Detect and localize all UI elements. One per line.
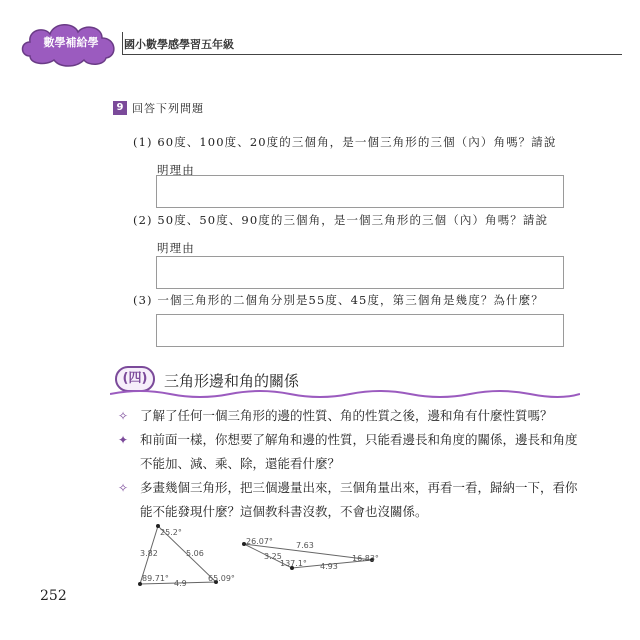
logo-text: 數學補給學	[43, 36, 99, 49]
angle-label: 137.1°	[280, 559, 307, 568]
answer-box-1[interactable]	[156, 175, 564, 208]
sub-question-number: (2)	[133, 213, 153, 227]
angle-label: 65.09°	[208, 574, 235, 583]
sub-question-text: 50度、50度、90度的三個角，是一個三角形的三個（內）角嗎？請說	[157, 213, 549, 227]
bullet-item-2	[118, 428, 588, 476]
sub-question-text-cont: 明理由	[157, 241, 195, 255]
bullet-item-1	[118, 404, 588, 428]
header-title: 國小數學感學習五年級	[124, 38, 234, 51]
question-heading	[113, 100, 204, 116]
sparkle-icon: ✧	[118, 481, 129, 495]
side-label: 3.25	[264, 552, 282, 561]
question-number-badge: 9	[113, 101, 127, 115]
side-label: 4.93	[320, 562, 338, 571]
angle-label: 25.2°	[160, 528, 182, 537]
side-label: 5.06	[186, 549, 204, 558]
sub-question-2	[133, 206, 548, 262]
angle-label: 26.07°	[246, 537, 273, 546]
sub-question-text: 60度、100度、20度的三個角，是一個三角形的三個（內）角嗎？請說	[157, 135, 557, 149]
page-header	[18, 18, 628, 68]
bullet-item-3	[118, 476, 588, 524]
sparkle-icon: ✧	[118, 409, 129, 423]
angle-label: 89.71°	[142, 574, 169, 583]
answer-box-2[interactable]	[156, 256, 564, 289]
page-number: 252	[40, 588, 67, 604]
section-badge: (四)	[115, 366, 155, 392]
answer-box-3[interactable]	[156, 314, 564, 347]
question-label: 回答下列問題	[132, 102, 204, 115]
bullet-text: 多畫幾個三角形，把三個邊量出來，三個角量出來，再看一看，歸納一下，看你能不能發現什麼？這個教科書沒教，不會也沒關係。	[140, 480, 578, 519]
sparkle-icon: ✦	[118, 433, 129, 447]
triangle-diagrams	[130, 520, 410, 590]
sub-question-number: (3)	[133, 293, 153, 307]
angle-label: 16.83°	[352, 554, 379, 563]
section-underline-wave	[110, 386, 580, 400]
sub-question-text: 一個三角形的二個角分別是55度、45度，第三個角是幾度？為什麼？	[157, 293, 544, 307]
section-title: 三角形邊和角的關係	[164, 372, 300, 390]
header-divider	[122, 32, 123, 55]
side-label: 7.63	[296, 541, 314, 550]
side-label: 3.82	[140, 549, 158, 558]
bullet-text: 和前面一樣，你想要了解角和邊的性質，只能看邊長和角度的關係，邊長和角度不能加、減、乘、除，還能看什麼？	[140, 432, 578, 471]
sub-question-number: (1)	[133, 135, 153, 149]
bullet-text: 了解了任何一個三角形的邊的性質、角的性質之後，邊和角有什麼性質嗎？	[140, 408, 553, 423]
sub-question-text-cont: 明理由	[157, 163, 195, 177]
header-rule	[122, 54, 622, 55]
sub-question-3	[133, 286, 544, 314]
side-label: 4.9	[174, 579, 187, 588]
